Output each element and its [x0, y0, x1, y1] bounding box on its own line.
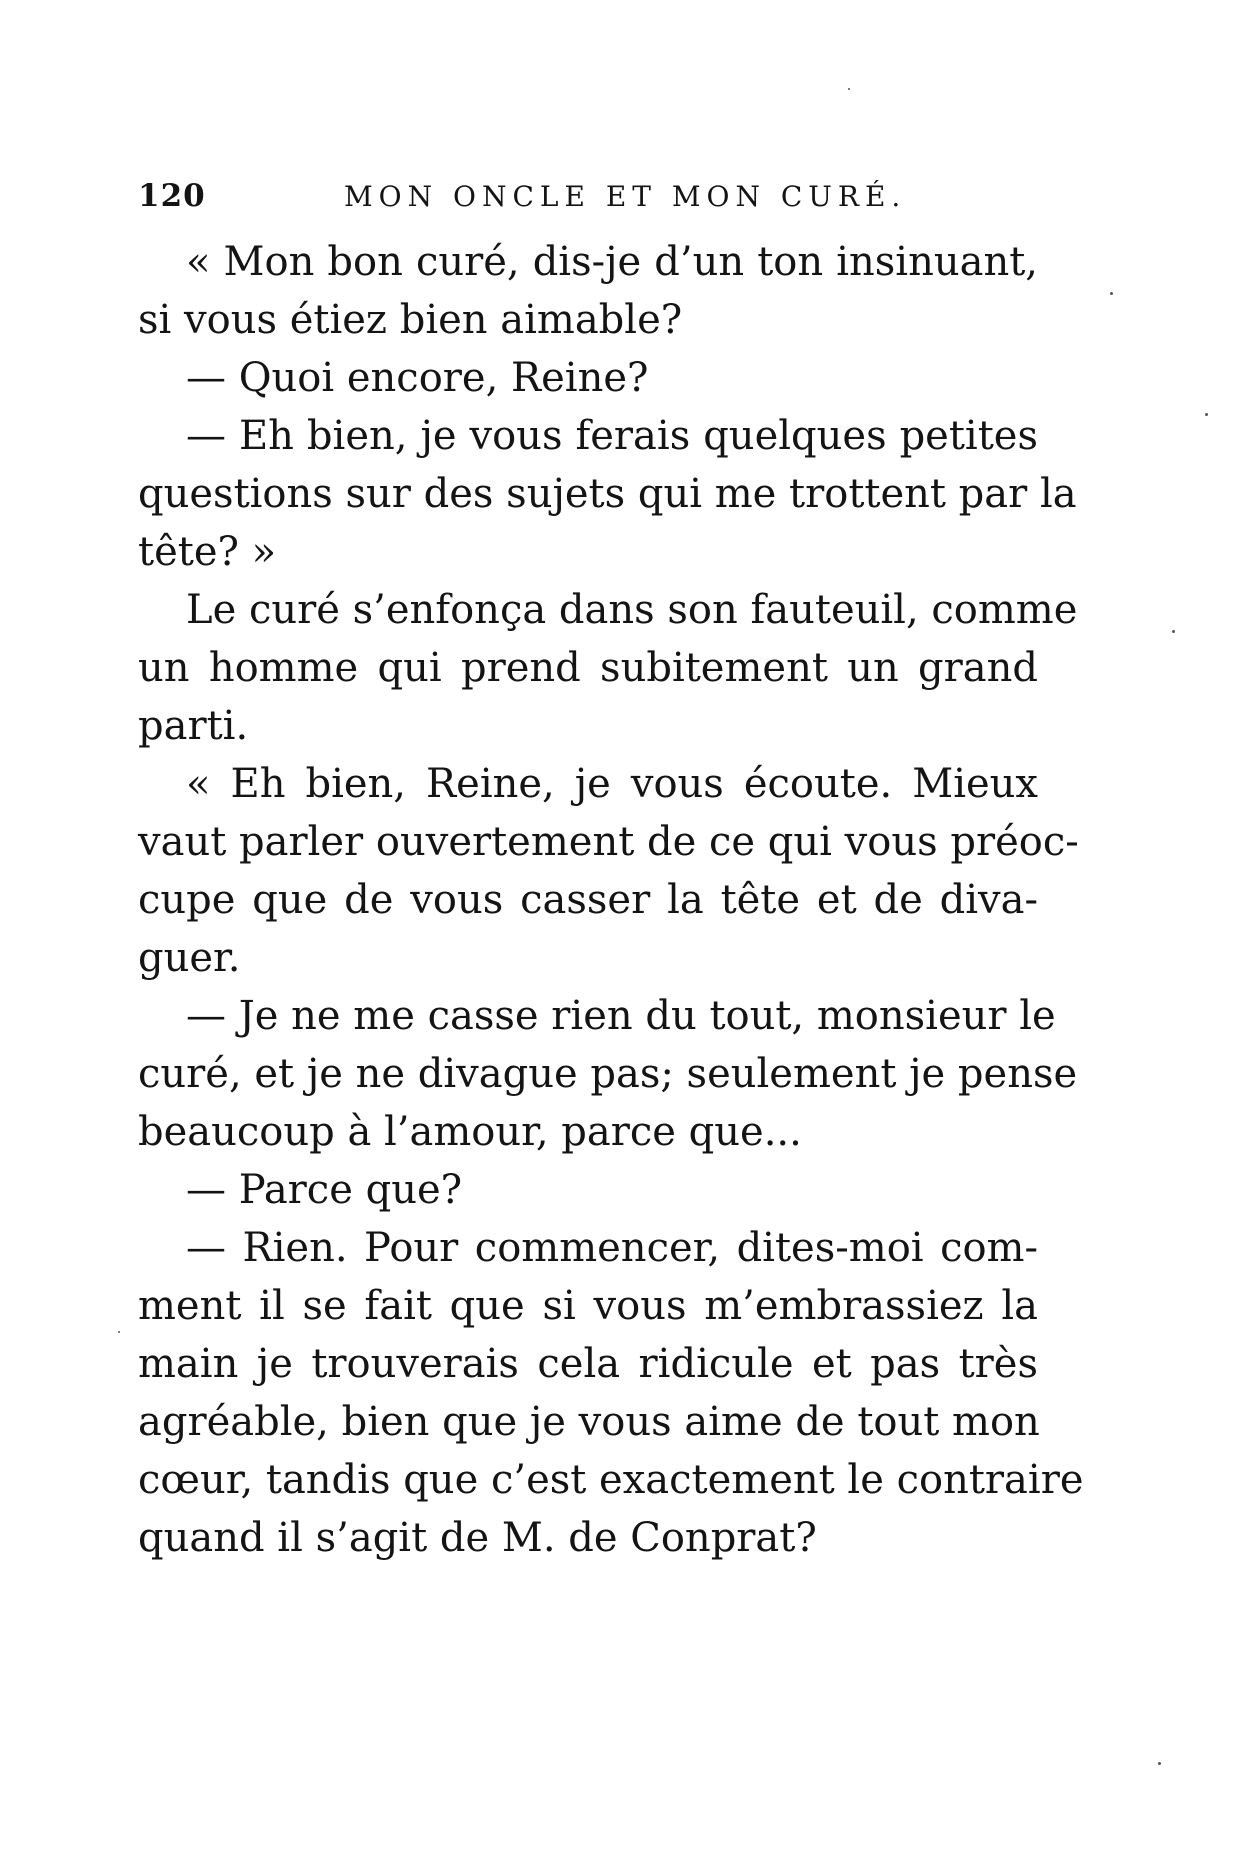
page-number: 120 [138, 178, 206, 214]
text-line: — Quoi encore, Reine? [186, 355, 649, 401]
text-line: si vous étiez bien aimable? [138, 297, 683, 343]
text-line: un homme qui prend subitement un grand [138, 645, 1038, 691]
text-line: agréable, bien que je vous aime de tout mon [138, 1399, 1040, 1445]
text-line: — Parce que? [186, 1167, 463, 1213]
book-title: MON ONCLE ET MON CURÉ. [344, 180, 907, 213]
text-line: main je trouverais cela ridicule et pas très [138, 1341, 1038, 1387]
text-line: Le curé s’enfonça dans son fauteuil, comme [186, 587, 1078, 633]
text-line: tête? » [138, 529, 277, 575]
scan-speck [1205, 413, 1208, 416]
text-line: cœur, tandis que c’est exactement le contraire [138, 1457, 1084, 1503]
text-line: « Mon bon curé, dis-je d’un ton insinuant, [186, 239, 1038, 285]
text-line: — Eh bien, je vous ferais quelques petites [186, 413, 1038, 459]
text-line: questions sur des sujets qui me trottent par la [138, 471, 1077, 517]
text-line: cupe que de vous casser la tête et de diva- [138, 877, 1038, 923]
scan-speck [1158, 1762, 1161, 1765]
text-line: parti. [138, 703, 249, 749]
scan-speck [848, 88, 850, 90]
text-line: quand il s’agit de M. de Conprat? [138, 1515, 817, 1561]
running-head [138, 178, 1058, 218]
text-line: ment il se fait que si vous m’embrassiez la [138, 1283, 1038, 1329]
text-line: beaucoup à l’amour, parce que... [138, 1109, 802, 1155]
scan-speck [1110, 292, 1113, 295]
text-line: « Eh bien, Reine, je vous écoute. Mieux [186, 761, 1038, 807]
text-line: guer. [138, 935, 241, 981]
text-line: curé, et je ne divague pas; seulement je pense [138, 1051, 1078, 1097]
text-line: — Je ne me casse rien du tout, monsieur le [186, 993, 1056, 1039]
scan-speck [118, 1331, 120, 1333]
text-line: — Rien. Pour commencer, dites-moi com- [186, 1225, 1038, 1271]
scan-speck [1172, 630, 1175, 633]
text-line: vaut parler ouvertement de ce qui vous préoc- [138, 819, 1079, 865]
